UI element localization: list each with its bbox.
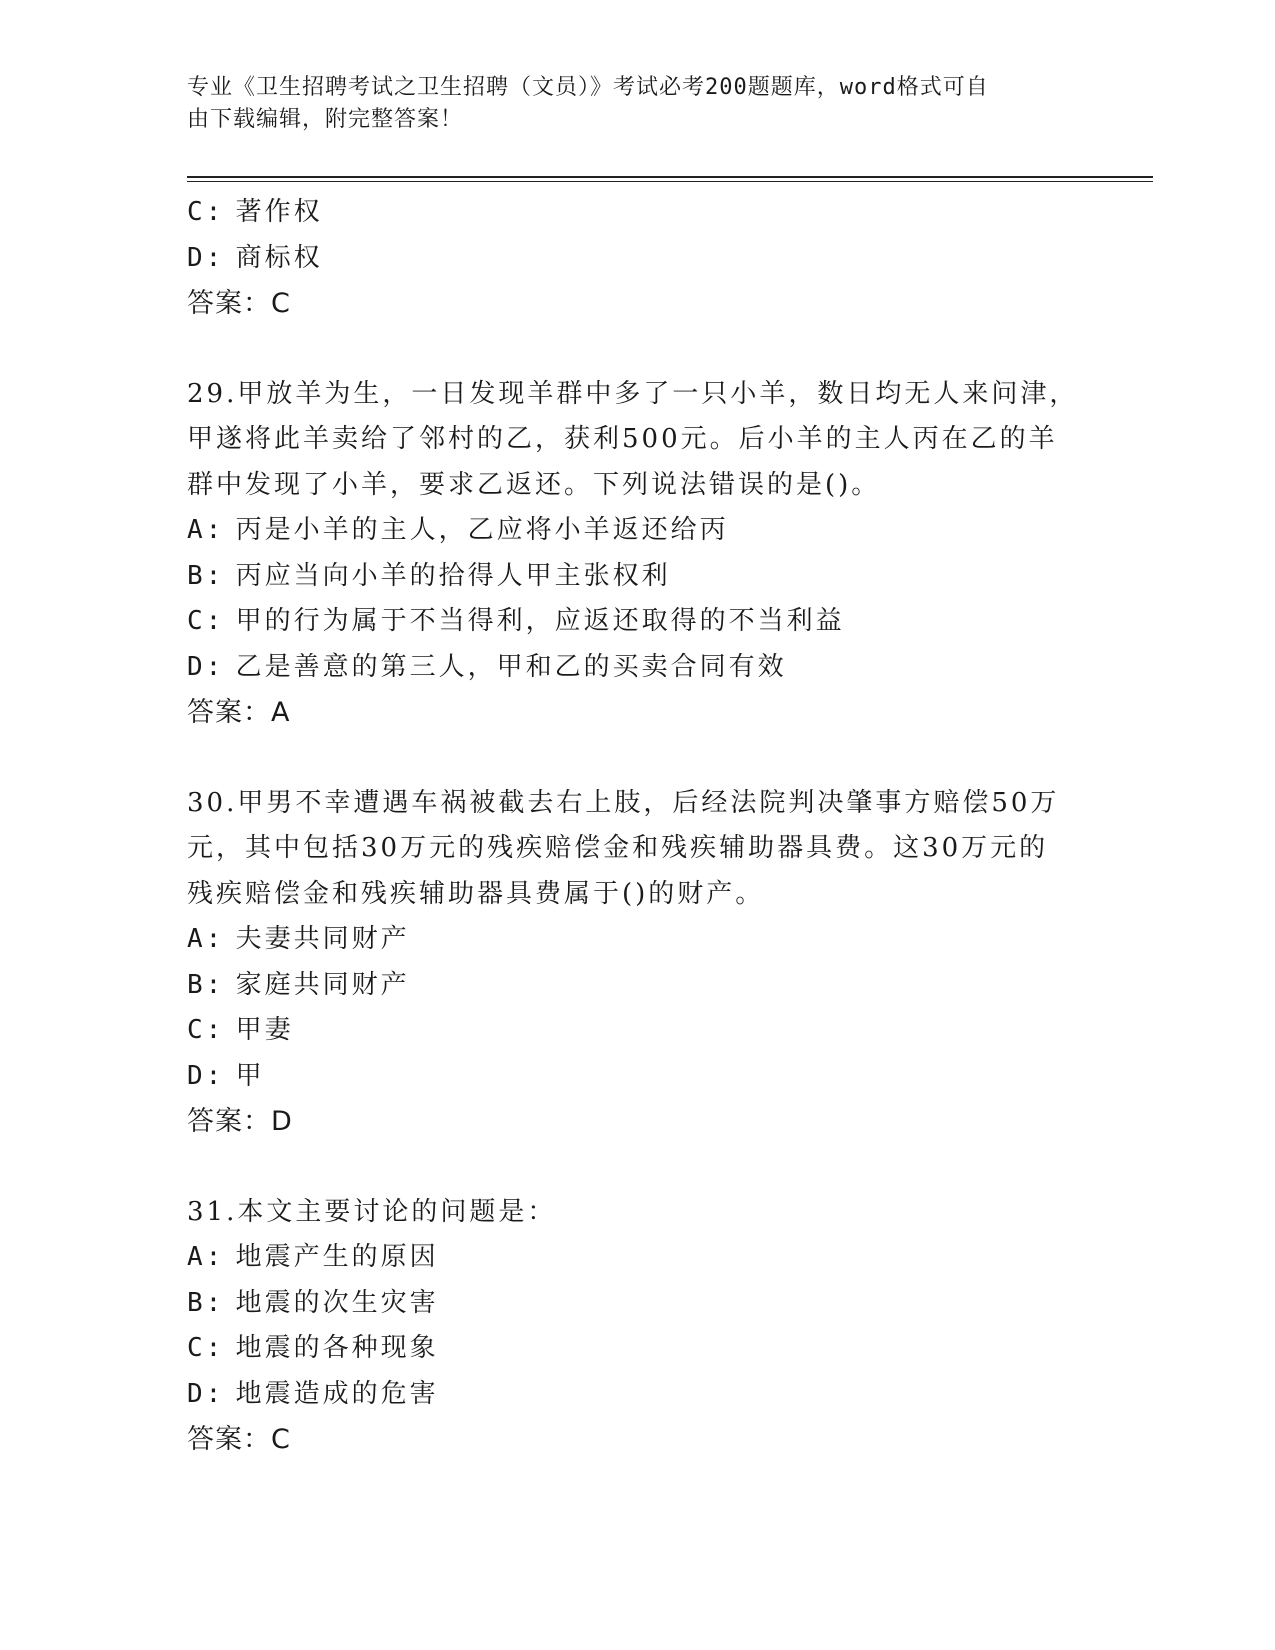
option-row [187,917,1087,963]
spacer [187,327,1087,372]
option-text: 丙应当向小羊的拾得人甲主张权利 [235,560,671,591]
header-divider-thin [187,181,1153,182]
option-letter: B: [187,969,225,1000]
question-30 [187,781,1087,1145]
option-row [187,1054,1087,1100]
option-letter: A: [187,515,225,545]
option-letter: C: [187,197,225,227]
option-row [187,1372,1087,1418]
question-stem-line: 31.本文主要讨论的问题是： [187,1196,557,1227]
option-row [187,1235,1087,1281]
option-text: 乙是善意的第三人，甲和乙的买卖合同有效 [235,651,787,682]
option-letter: D: [187,1378,225,1409]
option-row [187,1281,1087,1327]
option-row [187,963,1087,1009]
header-divider-thick [187,176,1153,178]
option-letter: D: [187,1060,225,1091]
option-letter: A: [187,924,225,954]
option-text: 地震造成的危害 [235,1378,439,1409]
option-row [187,599,1087,645]
spacer [187,1145,1087,1190]
option-row [187,645,1087,691]
spacer [187,736,1087,781]
question-stem-line: 30.甲男不幸遭遇车祸被截去右上肢，后经法院判决肇事方赔偿50万 [187,787,1060,818]
header-line-1: 专业《卫生招聘考试之卫生招聘（文员）》考试必考200题题库，word格式可自 [187,75,989,100]
option-text: 家庭共同财产 [235,969,410,1000]
header-line-2: 由下载编辑，附完整答案！ [187,107,464,132]
answer-line: 答案：A [187,697,291,728]
answer-line: 答案：D [187,1106,293,1137]
option-letter: C: [187,1333,225,1363]
question-stem-line: 残疾赔偿金和残疾辅助器具费属于()的财产。 [187,878,765,909]
question-stem-line: 元，其中包括30万元的残疾赔偿金和残疾辅助器具费。这30万元的 [187,833,1049,863]
option-letter: B: [187,1287,225,1318]
option-text: 夫妻共同财产 [235,924,410,954]
answer-line: 答案：C [187,288,291,319]
option-row [187,508,1087,554]
option-text: 甲妻 [235,1015,294,1045]
option-row [187,554,1087,600]
question-29 [187,372,1087,736]
option-row [187,190,1087,236]
question-stem-line: 29.甲放羊为生，一日发现羊群中多了一只小羊，数日均无人来问津， [187,378,1079,409]
option-letter: A: [187,1242,225,1272]
question-stem-line: 甲遂将此羊卖给了邻村的乙，获利500元。后小羊的主人丙在乙的羊 [187,424,1058,454]
continued-question [187,190,1087,327]
option-text: 地震的各种现象 [235,1333,439,1363]
option-letter: D: [187,242,225,273]
option-text: 地震的次生灾害 [235,1287,439,1318]
option-row [187,236,1087,282]
question-stem-line: 群中发现了小羊，要求乙返还。下列说法错误的是()。 [187,469,881,500]
option-letter: D: [187,651,225,682]
option-text: 甲 [235,1060,265,1091]
question-31 [187,1190,1087,1463]
page-header [187,72,1067,136]
option-text: 著作权 [235,197,323,227]
option-text: 地震产生的原因 [235,1242,439,1272]
option-row [187,1008,1087,1054]
option-letter: B: [187,560,225,591]
option-letter: C: [187,606,225,636]
option-letter: C: [187,1015,225,1045]
option-text: 甲的行为属于不当得利，应返还取得的不当利益 [235,606,845,636]
option-text: 商标权 [235,242,323,273]
question-list [187,190,1087,1463]
option-row [187,1326,1087,1372]
answer-line: 答案：C [187,1424,291,1455]
option-text: 丙是小羊的主人，乙应将小羊返还给丙 [235,515,729,545]
